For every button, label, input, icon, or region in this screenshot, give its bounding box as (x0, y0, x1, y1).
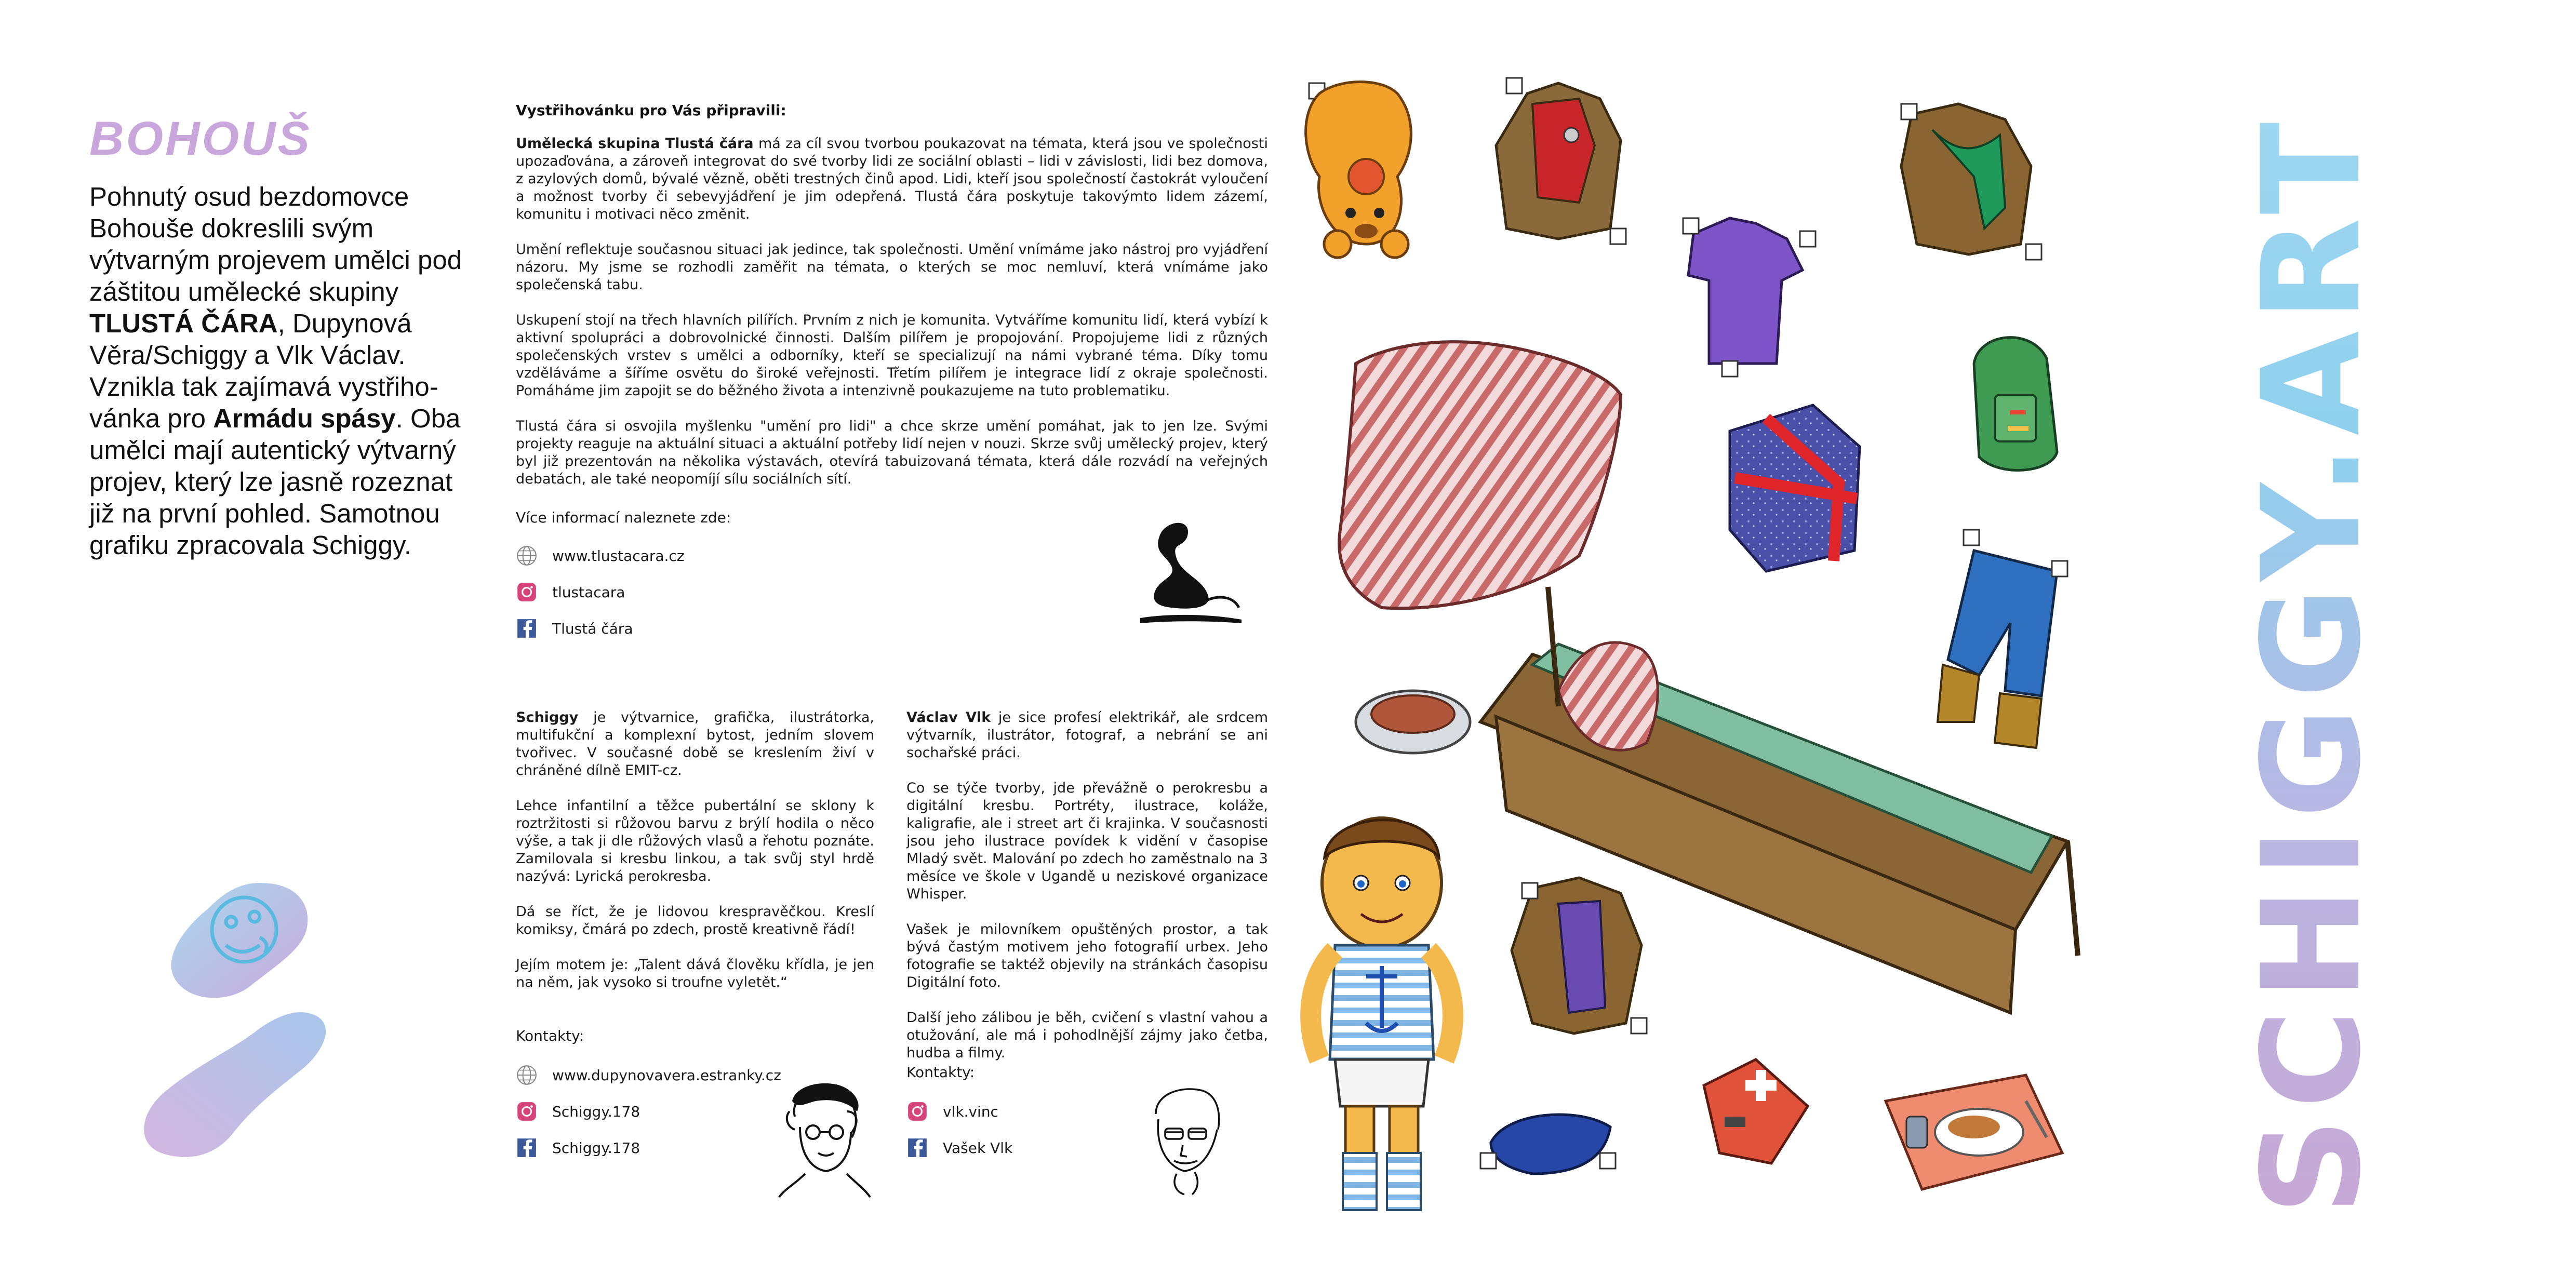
paper-doll-illustration (1288, 73, 2130, 1226)
intro-paragraph-3: Uskupení stojí na třech hlavních pilířích. Prvním z nich je komunita. Vytváříme komunitu lidí, která vybízí k aktivní spolupráci a dobrovolnické činnosti. Dalším pilířem je propojování. Propojujeme lidi z různých společenských vrstev s umělci a odborníky, kteří se specializují na námi vybrané téma. Díky tomu vzděláváme a šíříme osvětu do široké veřejnosti. Třetím pilířem je integrace lidí z okraje společnosti. Pomáháme jim zapojit se do běžného života a intenzivně poukazujeme na tuto problematiku. (516, 312, 1268, 399)
tlusta-cara-sketch (1130, 517, 1249, 631)
schiggy-name: Schiggy (516, 709, 579, 726)
instagram-icon (906, 1101, 928, 1122)
schiggy-paragraph-1 (516, 709, 874, 780)
instagram-icon (516, 581, 538, 603)
more-info-label: Více informací naleznete zde: (516, 509, 731, 526)
intro-facebook-link[interactable] (516, 615, 684, 641)
teddy-bear-drawing (1306, 82, 1411, 258)
intro-web-text: www.tlustacara.cz (552, 547, 685, 565)
intro-paragraph-4: Tlustá čára si osvojila myšlenku "umění pro lidi" a chce skrze umění pomáhat, jak to jen lze. Svými projekty reaguje na aktuální situaci a aktuální potřeby lidí nejen v nouzi. Skrze svůj umělecký projev, který byl již prezentován na několika výstavách, otevírá tabuizovaná témata, která dále rozvádí na veřejných debatách, ale také neopomíjí sílu sociálních sítí. (516, 418, 1268, 487)
vaclav-contacts-label: Kontakty: (906, 1064, 975, 1081)
brand-logo-text: SCHIGGY.ART (2234, 113, 2391, 1215)
vaclav-links (906, 1098, 1012, 1161)
army-name: Armádu spásy (213, 404, 396, 433)
intro-instagram-link[interactable] (516, 579, 684, 605)
schiggy-paragraph-3: Dá se říct, že je lidovou krespravěčkou. Kreslí komiksy, čmárá po zdech, prostě kreativně řádí! (516, 904, 874, 937)
story-paragraph (89, 181, 469, 561)
schiggy-paragraph-2: Lehce infantilní a těžce pubertální se sklony k roztržitosti si růžovou barvu z brýlí hodila o něco výše, a tak ji dle růžových vlasů a řehotu poznáte. Zamilovala si kresbu linkou, a tak svůj styl hrdě nazývá: Lyrická perokresba. (516, 798, 874, 884)
facebook-icon (516, 618, 538, 639)
schiggy-instagram-text: Schiggy.178 (552, 1103, 640, 1120)
group-name: TLUSTÁ ČÁRA (89, 308, 278, 338)
schiggy-portrait-sketch (769, 1080, 878, 1200)
schiggy-links (516, 1062, 781, 1161)
backpack-drawing (1974, 338, 2057, 471)
vaclav-paragraph-4: Další jeho zálibou je běh, cvičení s vlastní vahou a otužování, ale má i pohodlnější zájmy jako četba, hudba a filmy. (906, 1010, 1268, 1061)
schiggy-facebook-text: Schiggy.178 (552, 1139, 640, 1157)
vaclav-paragraph-1 (906, 709, 1268, 762)
schiggy-web-text: www.dupynovavera.estranky.cz (552, 1066, 781, 1084)
brown-jacket-drawing (1496, 78, 1626, 244)
schiggy-facebook-link[interactable] (516, 1135, 781, 1161)
vaclav-name: Václav Vlk (906, 709, 991, 726)
intro-instagram-text: tlustacara (552, 583, 625, 601)
story-text-2: , Dupynová Věra/Schiggy a Vlk Václav. Vznikla tak zajímavá vystřiho-vánka pro (89, 308, 438, 433)
intro-paragraph-1 (516, 135, 1268, 223)
schiggy-paragraph-4: Jejím motem je: „Talent dává člověku křídla, je jen na něm, jak vysoko si troufne vyletět.“ (516, 957, 874, 990)
schiggy-web-link[interactable] (516, 1062, 781, 1088)
intro-p1-text: má za cíl svou tvorbou poukazovat na témata, která jsou ve společnosti upozaďována, a zároveň integrovat do své tvorby lidi ze sociální oblasti – lidi v závislosti, lidi bez domova, z azylových domů, bývalé vězně, oběti trestných činů apod. Lidi, kteří jsou společností častokrát vyloučení a možnost tvorby či sebevyjádření je jim odepřená. Tlustá čára poskytuje takovýmto lidem zázemí, komunitu i motivaci něco změnit. (516, 136, 1268, 222)
intro-facebook-text: Tlustá čára (552, 620, 633, 637)
globe-icon (516, 1064, 538, 1086)
facebook-icon (516, 1137, 538, 1159)
instagram-icon (516, 1101, 538, 1122)
vaclav-paragraph-2: Co se týče tvorby, jde převážně o perokresbu a digitální kresbu. Portréty, ilustrace, koláže, kaligrafie, ale i street art či krajinka. V současnosti jsou jeho ilustrace povídek k vidění v časopise Mladý svět. Malování po zdech ho zaměstnalo na 3 měsíce ve škole v Ugandě u neziskové organizace Whisper. (906, 780, 1268, 902)
vaclav-bio (906, 709, 1268, 1080)
vaclav-facebook-link[interactable] (906, 1135, 1012, 1161)
decorative-blobs (130, 862, 400, 1174)
facebook-icon (906, 1137, 928, 1159)
blue-cap-drawing (1480, 1115, 1616, 1174)
food-bowl-drawing (1356, 691, 1470, 753)
vaclav-p1-text: je sice profesí elektrikář, ale srdcem výtvarník, ilustrátor, fotograf, a nebrání se ani sochařské práci. (906, 709, 1268, 761)
jacket-scarf-drawing (1901, 104, 2041, 260)
boy-figure-drawing (1311, 818, 1453, 1210)
intro-text (516, 135, 1268, 506)
jeans-boots-drawing (1938, 530, 2067, 748)
page-title: BOHOUŠ (89, 112, 312, 165)
vaclav-instagram-link[interactable] (906, 1098, 1012, 1124)
purple-shirt-drawing (1683, 218, 1816, 377)
story-text-1: Pohnutý osud bezdomovce Bohouše dokreslili svým výtvarným projevem umělci pod záštitou umělecké skupiny (89, 182, 462, 306)
striped-pillow-drawing (1339, 342, 1621, 608)
intro-web-link[interactable] (516, 543, 684, 569)
globe-icon (516, 545, 538, 567)
schiggy-bio (516, 709, 874, 1009)
vaclav-portrait-sketch (1135, 1083, 1234, 1197)
vaclav-paragraph-3: Vašek je milovníkem opuštěných prostor, a tak bývá častým motivem jeho fotografií urbex. Jeho fotografie se taktéž objevily na stránkách časopisu Digitální foto. (906, 921, 1268, 990)
vaclav-facebook-text: Vašek Vlk (943, 1139, 1013, 1157)
coat-vest-drawing (1512, 878, 1647, 1034)
palette-blob (171, 883, 308, 998)
lower-blob (144, 1012, 326, 1157)
intro-group-name: Umělecká skupina Tlustá čára (516, 136, 754, 152)
schiggy-instagram-link[interactable] (516, 1098, 781, 1124)
gift-box-drawing (1730, 405, 1860, 571)
intro-links (516, 543, 684, 641)
intro-heading: Vystřihovánku pro Vás připravili: (516, 102, 786, 119)
schiggy-p1-text: je výtvarnice, grafička, ilustrátorka, multifukční a komplexní bytost, jedním slovem tvořivec. V současné době se kreslením živí v chráněné dílně EMIT-cz. (516, 709, 874, 779)
vaclav-instagram-text: vlk.vinc (943, 1103, 998, 1120)
first-aid-bag-drawing (1704, 1059, 1808, 1163)
story-text-3: . Oba umělci mají autentický výtvarný projev, který lze jasně rozeznat již na první pohled. Samotnou grafiku zpracovala Schiggy. (89, 404, 461, 560)
food-tray-drawing (1886, 1075, 2062, 1189)
intro-paragraph-2: Umění reflektuje současnou situaci jak jedince, tak společnosti. Umění vnímáme jako nástroj pro vyjádření názoru. My jsme se rozhodli zaměřit na témata, o kterých se moc nemluví, která vnímáme jako společenská tabu. (516, 242, 1268, 293)
schiggy-contacts-label: Kontakty: (516, 1027, 584, 1044)
